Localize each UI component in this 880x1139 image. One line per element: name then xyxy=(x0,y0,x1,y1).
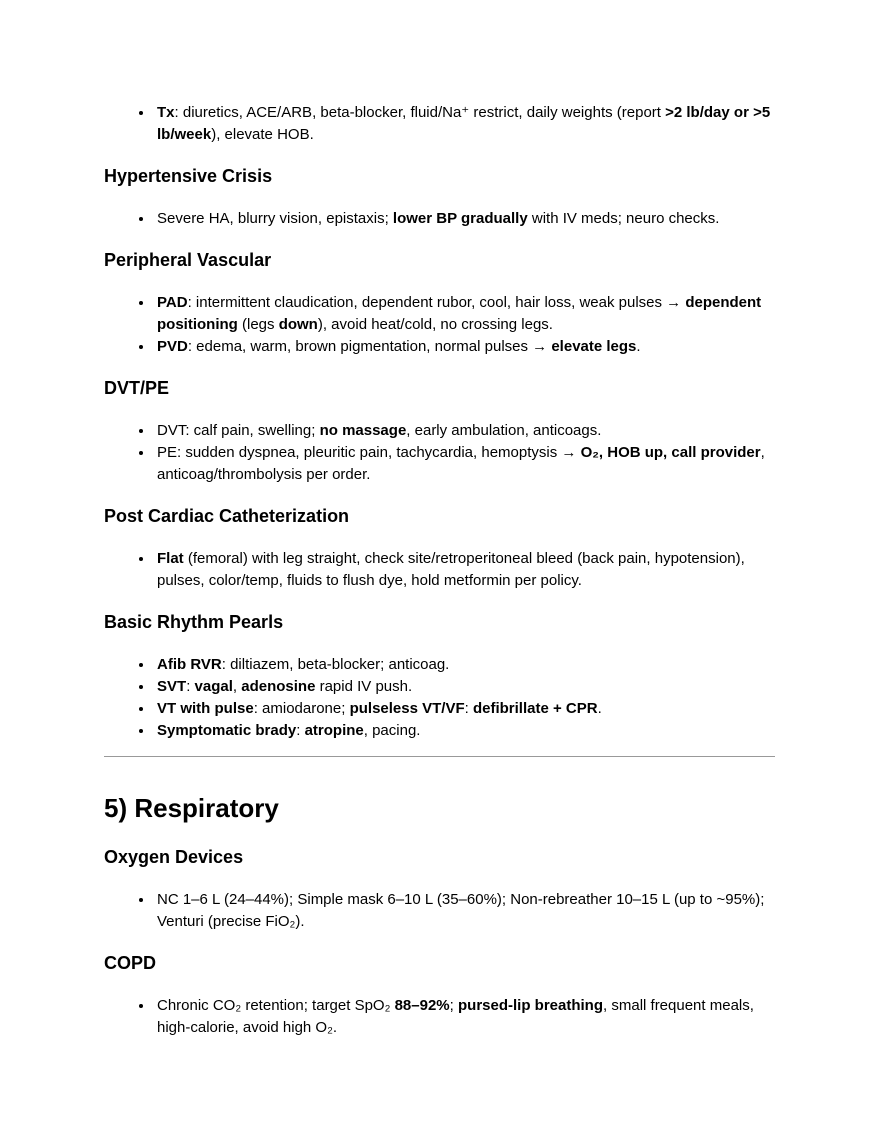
text-segment: : xyxy=(296,722,305,739)
bullet-list xyxy=(104,548,775,592)
text-segment: (legs xyxy=(237,316,279,333)
text-segment: , anticoag/thrombolysis per order. xyxy=(157,444,765,483)
text-segment: with IV meds; neuro checks. xyxy=(527,210,720,227)
heading-hypertensive-crisis: Hypertensive Crisis xyxy=(104,166,273,186)
text-segment: PE: sudden dyspnea, pleuritic pain, tachycardia, hemoptysis → xyxy=(157,444,581,461)
bold-text-segment: atropine xyxy=(304,722,364,739)
bullet-item xyxy=(154,420,775,442)
text-segment: , early ambulation, anticoags. xyxy=(406,422,602,439)
text-segment: : xyxy=(186,678,195,695)
bullet-list xyxy=(104,102,775,146)
text-segment: : intermittent claudication, dependent rubor, cool, hair loss, weak pulses → xyxy=(187,294,686,311)
bullet-item xyxy=(154,442,775,486)
bold-text-segment: >2 lb/day or >5 lb/week xyxy=(157,104,771,143)
bullet-list xyxy=(104,208,775,230)
bullet-item xyxy=(154,720,775,742)
bold-text-segment: Flat xyxy=(157,550,184,567)
heading-post-cardiac-catheterization: Post Cardiac Catheterization xyxy=(104,506,350,526)
bold-text-segment: vagal xyxy=(194,678,233,695)
bullet-item xyxy=(154,676,775,698)
bold-text-segment: adenosine xyxy=(241,678,316,695)
bullet-item xyxy=(154,698,775,720)
bold-text-segment: VT with pulse xyxy=(157,700,254,717)
bold-text-segment: Tx xyxy=(157,104,175,121)
text-segment: NC 1–6 L (24–44%); Simple mask 6–10 L (35–60%); Non-rebreather 10–15 L (up to ~95%); Venturi (precise FiO₂). xyxy=(157,891,765,930)
bold-text-segment: PAD xyxy=(157,294,188,311)
bold-text-segment: elevate legs xyxy=(551,338,637,355)
text-segment: rapid IV push. xyxy=(315,678,413,695)
heading-dvt-pe: DVT/PE xyxy=(104,378,170,398)
bullet-list xyxy=(104,995,775,1039)
heading-5-respiratory: 5) Respiratory xyxy=(104,793,279,823)
text-segment: : amiodarone; xyxy=(253,700,350,717)
text-segment: , pacing. xyxy=(363,722,421,739)
section-divider xyxy=(104,756,775,757)
text-segment: : xyxy=(464,700,473,717)
text-segment: . xyxy=(636,338,641,355)
bold-text-segment: pulseless VT/VF xyxy=(349,700,465,717)
text-segment: , xyxy=(232,678,242,695)
heading-basic-rhythm-pearls: Basic Rhythm Pearls xyxy=(104,612,284,632)
text-segment: : diltiazem, beta-blocker; anticoag. xyxy=(221,656,450,673)
text-segment: . xyxy=(597,700,602,717)
bold-text-segment: defibrillate + CPR xyxy=(472,700,598,717)
bold-text-segment: lower BP gradually xyxy=(392,210,528,227)
bullet-list xyxy=(104,420,775,486)
bullet-item xyxy=(154,548,775,592)
bold-text-segment: 88–92% xyxy=(394,997,450,1014)
bold-text-segment: Afib RVR xyxy=(157,656,222,673)
bold-text-segment: PVD xyxy=(157,338,188,355)
document-body xyxy=(104,102,775,1039)
heading-peripheral-vascular: Peripheral Vascular xyxy=(104,250,272,270)
text-segment: ), elevate HOB. xyxy=(211,126,314,143)
text-segment: : edema, warm, brown pigmentation, normal pulses → xyxy=(187,338,552,355)
bullet-item xyxy=(154,889,775,933)
bullet-item xyxy=(154,102,775,146)
bullet-item xyxy=(154,208,775,230)
bullet-item xyxy=(154,336,775,358)
bold-text-segment: dependent positioning xyxy=(157,294,762,333)
bullet-list xyxy=(104,654,775,742)
text-segment: DVT: calf pain, swelling; xyxy=(157,422,320,439)
bold-text-segment: SVT xyxy=(157,678,187,695)
heading-oxygen-devices: Oxygen Devices xyxy=(104,847,244,867)
bullet-list xyxy=(104,292,775,358)
bullet-item xyxy=(154,995,775,1039)
bullet-item xyxy=(154,292,775,336)
heading-copd: COPD xyxy=(104,953,157,973)
bold-text-segment: down xyxy=(278,316,318,333)
bold-text-segment: pursed-lip breathing xyxy=(458,997,604,1014)
text-segment: Severe HA, blurry vision, epistaxis; xyxy=(157,210,393,227)
bold-text-segment: O₂, HOB up, call provider xyxy=(580,444,761,461)
bullet-list xyxy=(104,889,775,933)
text-segment: : diuretics, ACE/ARB, beta-blocker, fluid/Na⁺ restrict, daily weights (report xyxy=(174,104,666,121)
bold-text-segment: no massage xyxy=(319,422,407,439)
text-segment: , small frequent meals, high-calorie, avoid high O₂. xyxy=(157,997,754,1036)
text-segment: Chronic CO₂ retention; target SpO₂ xyxy=(157,997,395,1014)
bullet-item xyxy=(154,654,775,676)
bold-text-segment: Symptomatic brady xyxy=(157,722,297,739)
text-segment: ; xyxy=(449,997,458,1014)
text-segment: (femoral) with leg straight, check site/retroperitoneal bleed (back pain, hypotension), pulses, color/temp, fluids to flush dye, hold metformin per policy. xyxy=(157,550,745,589)
text-segment: ), avoid heat/cold, no crossing legs. xyxy=(317,316,553,333)
